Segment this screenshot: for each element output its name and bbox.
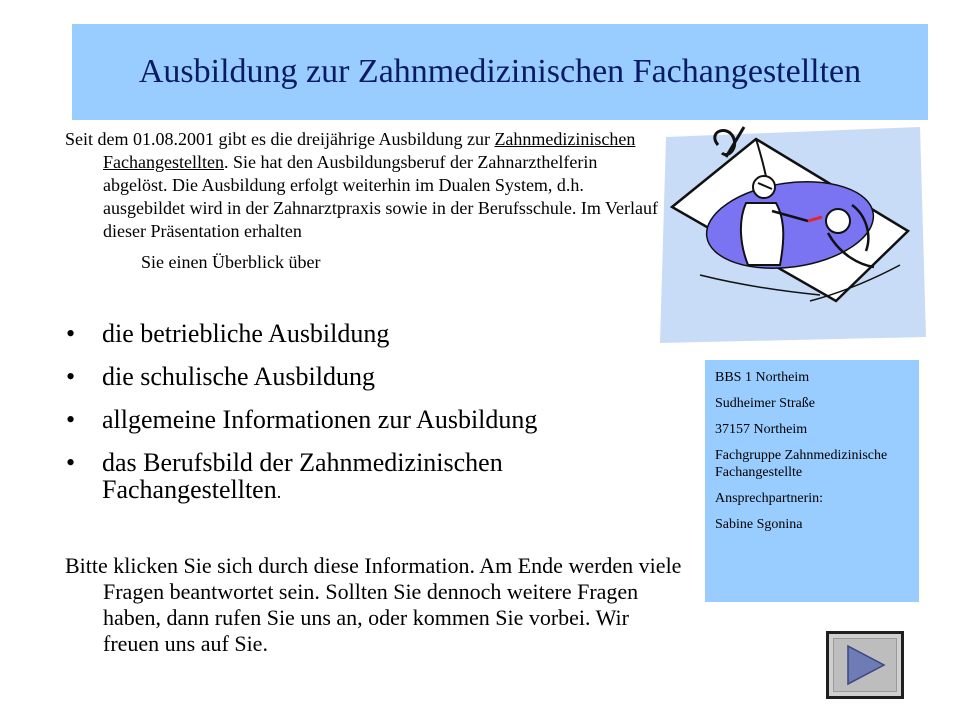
list-item-text: die schulische Ausbildung (102, 362, 375, 391)
next-arrow-icon (842, 642, 888, 688)
closing-text (65, 553, 685, 657)
intro-part1: Seit dem 01.08.2001 gibt es die dreijährige Ausbildung zur (65, 129, 495, 149)
list-item-text: allgemeine Informationen zur Ausbildung (102, 405, 538, 434)
title-banner (72, 24, 928, 120)
bullet-glyph: • (66, 362, 76, 391)
info-street: Sudheimer Straße (715, 396, 815, 411)
contact-box (705, 360, 919, 602)
next-slide-button[interactable] (826, 631, 904, 699)
intro-link-zfa[interactable]: Zahnmedizinischen Fachangestellten (103, 129, 636, 172)
bullet-glyph: • (66, 405, 76, 434)
info-contact-label: Ansprechpartnerin: (715, 491, 824, 506)
list-item (62, 320, 662, 347)
list-item (62, 363, 662, 390)
next-button-face[interactable] (833, 638, 897, 692)
intro-tail: Sie einen Überblick über (141, 252, 321, 272)
topic-list (62, 320, 662, 522)
intro-text (65, 128, 665, 274)
list-item-text: das Berufsbild der Zahnmedizinischen Fachangestellten (102, 448, 503, 504)
intro-part2: . Sie hat den Ausbildungsberuf der Zahnarzthelferin abgelöst. Die Ausbildung erfolgt weiterhin im Dualen System, d.h. ausgebildet wird in der Zahnarztpraxis sowie in der Berufsschule. Im Verlauf dieser Präsentation erhalten (103, 152, 658, 241)
closing-paragraph: Bitte klicken Sie sich durch diese Information. Am Ende werden viele Fragen beantwortet sein. Sollten Sie dennoch weitere Fragen haben, dann rufen Sie uns an, oder kommen Sie vorbei. Wir freuen uns auf Sie. (65, 553, 682, 656)
list-item (62, 406, 662, 433)
dentist-treating-patient-icon (660, 125, 928, 345)
list-item-suffix: . (276, 482, 282, 502)
bullet-glyph: • (66, 448, 76, 477)
info-school: BBS 1 Northeim (715, 370, 810, 385)
list-item-text: die betriebliche Ausbildung (102, 319, 390, 348)
list-item (62, 449, 662, 506)
info-department: Fachgruppe Zahnmedizinische Fachangestellte (715, 448, 888, 480)
page-title: Ausbildung zur Zahnmedizinischen Fachangestellten (138, 53, 862, 90)
bullet-glyph: • (66, 319, 76, 348)
info-contact-name: Sabine Sgonina (715, 517, 803, 532)
info-city: 37157 Northeim (715, 422, 808, 437)
intro-paragraph (65, 128, 665, 274)
